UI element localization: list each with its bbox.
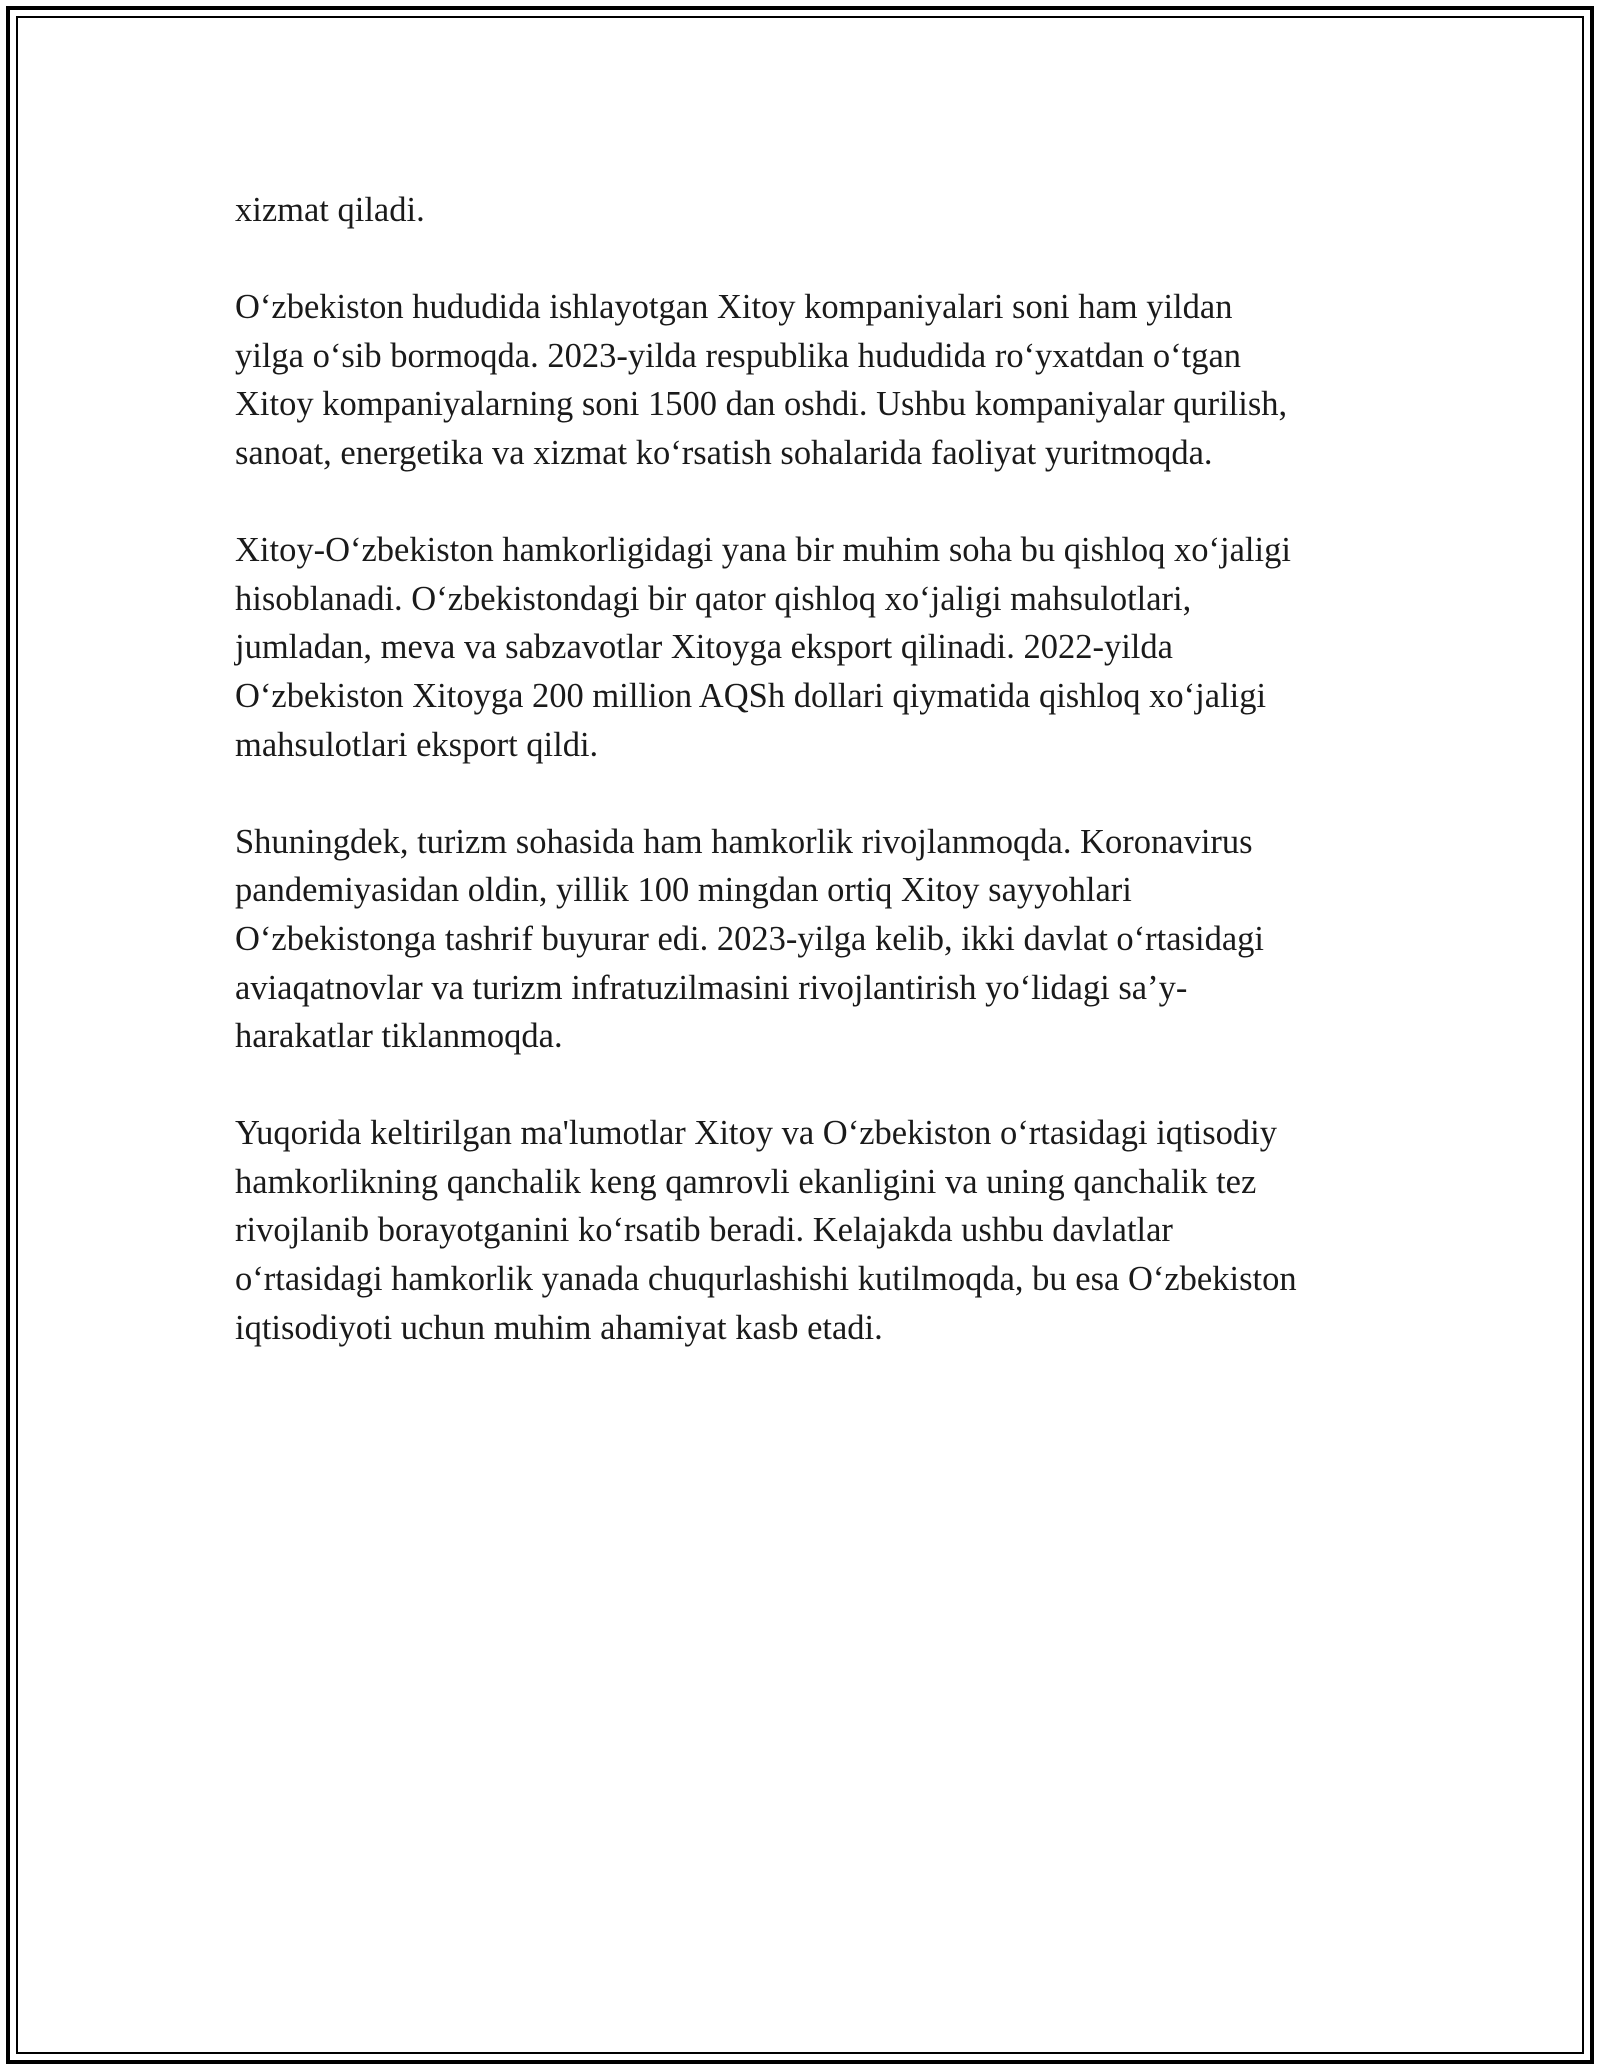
text-line: yilga o‘sib bormoqda. 2023-yilda respublika hududida ro‘yxatdan o‘tgan (235, 336, 1242, 375)
text-line: Shuningdek, turizm sohasida ham hamkorlik rivojlanmoqda. Koronavirus (235, 822, 1253, 861)
text-line: sanoat, energetika va xizmat ko‘rsatish sohalarida faoliyat yuritmoqda. (235, 433, 1213, 472)
document-body (235, 186, 1375, 1401)
paragraph-tourism (235, 818, 1375, 1061)
text-line: aviaqatnovlar va turizm infratuzilmasini rivojlantirish yo‘lidagi sa’y- (235, 968, 1188, 1007)
text-line: hamkorlikning qanchalik keng qamrovli ekanligini va uning qanchalik tez (235, 1162, 1257, 1201)
paragraph-chinese-companies (235, 283, 1375, 477)
text-line: jumladan, meva va sabzavotlar Xitoyga eksport qilinadi. 2022-yilda (235, 628, 1173, 667)
text-line: Xitoy kompaniyalarning soni 1500 dan oshdi. Ushbu kompaniyalar qurilish, (235, 385, 1288, 424)
text-line: O‘zbekiston hududida ishlayotgan Xitoy kompaniyalari soni ham yildan (235, 288, 1233, 327)
text-line: hisoblanadi. O‘zbekistondagi bir qator qishloq xo‘jaligi mahsulotlari, (235, 579, 1192, 618)
text-line: mahsulotlari eksport qildi. (235, 725, 599, 764)
text-line: Xitoy-O‘zbekiston hamkorligidagi yana bir muhim soha bu qishloq xo‘jaligi (235, 531, 1291, 570)
paragraph-conclusion (235, 1109, 1375, 1352)
paragraph-agriculture (235, 526, 1375, 769)
paragraph-continuation (235, 186, 1375, 235)
text-line: rivojlanib borayotganini ko‘rsatib beradi. Kelajakda ushbu davlatlar (235, 1211, 1173, 1250)
text-line: Yuqorida keltirilgan ma'lumotlar Xitoy va O‘zbekiston o‘rtasidagi iqtisodiy (235, 1114, 1277, 1153)
text-line: O‘zbekistonga tashrif buyurar edi. 2023-yilga kelib, ikki davlat o‘rtasidagi (235, 919, 1264, 958)
text-line: O‘zbekiston Xitoyga 200 million AQSh dollari qiymatida qishloq xo‘jaligi (235, 676, 1267, 715)
text-line: pandemiyasidan oldin, yillik 100 mingdan ortiq Xitoy sayyohlari (235, 871, 1132, 910)
text-line: iqtisodiyoti uchun muhim ahamiyat kasb etadi. (235, 1308, 883, 1347)
text-line: xizmat qiladi. (235, 191, 425, 229)
text-line: harakatlar tiklanmoqda. (235, 1017, 563, 1056)
text-line: o‘rtasidagi hamkorlik yanada chuqurlashishi kutilmoqda, bu esa O‘zbekiston (235, 1260, 1297, 1299)
